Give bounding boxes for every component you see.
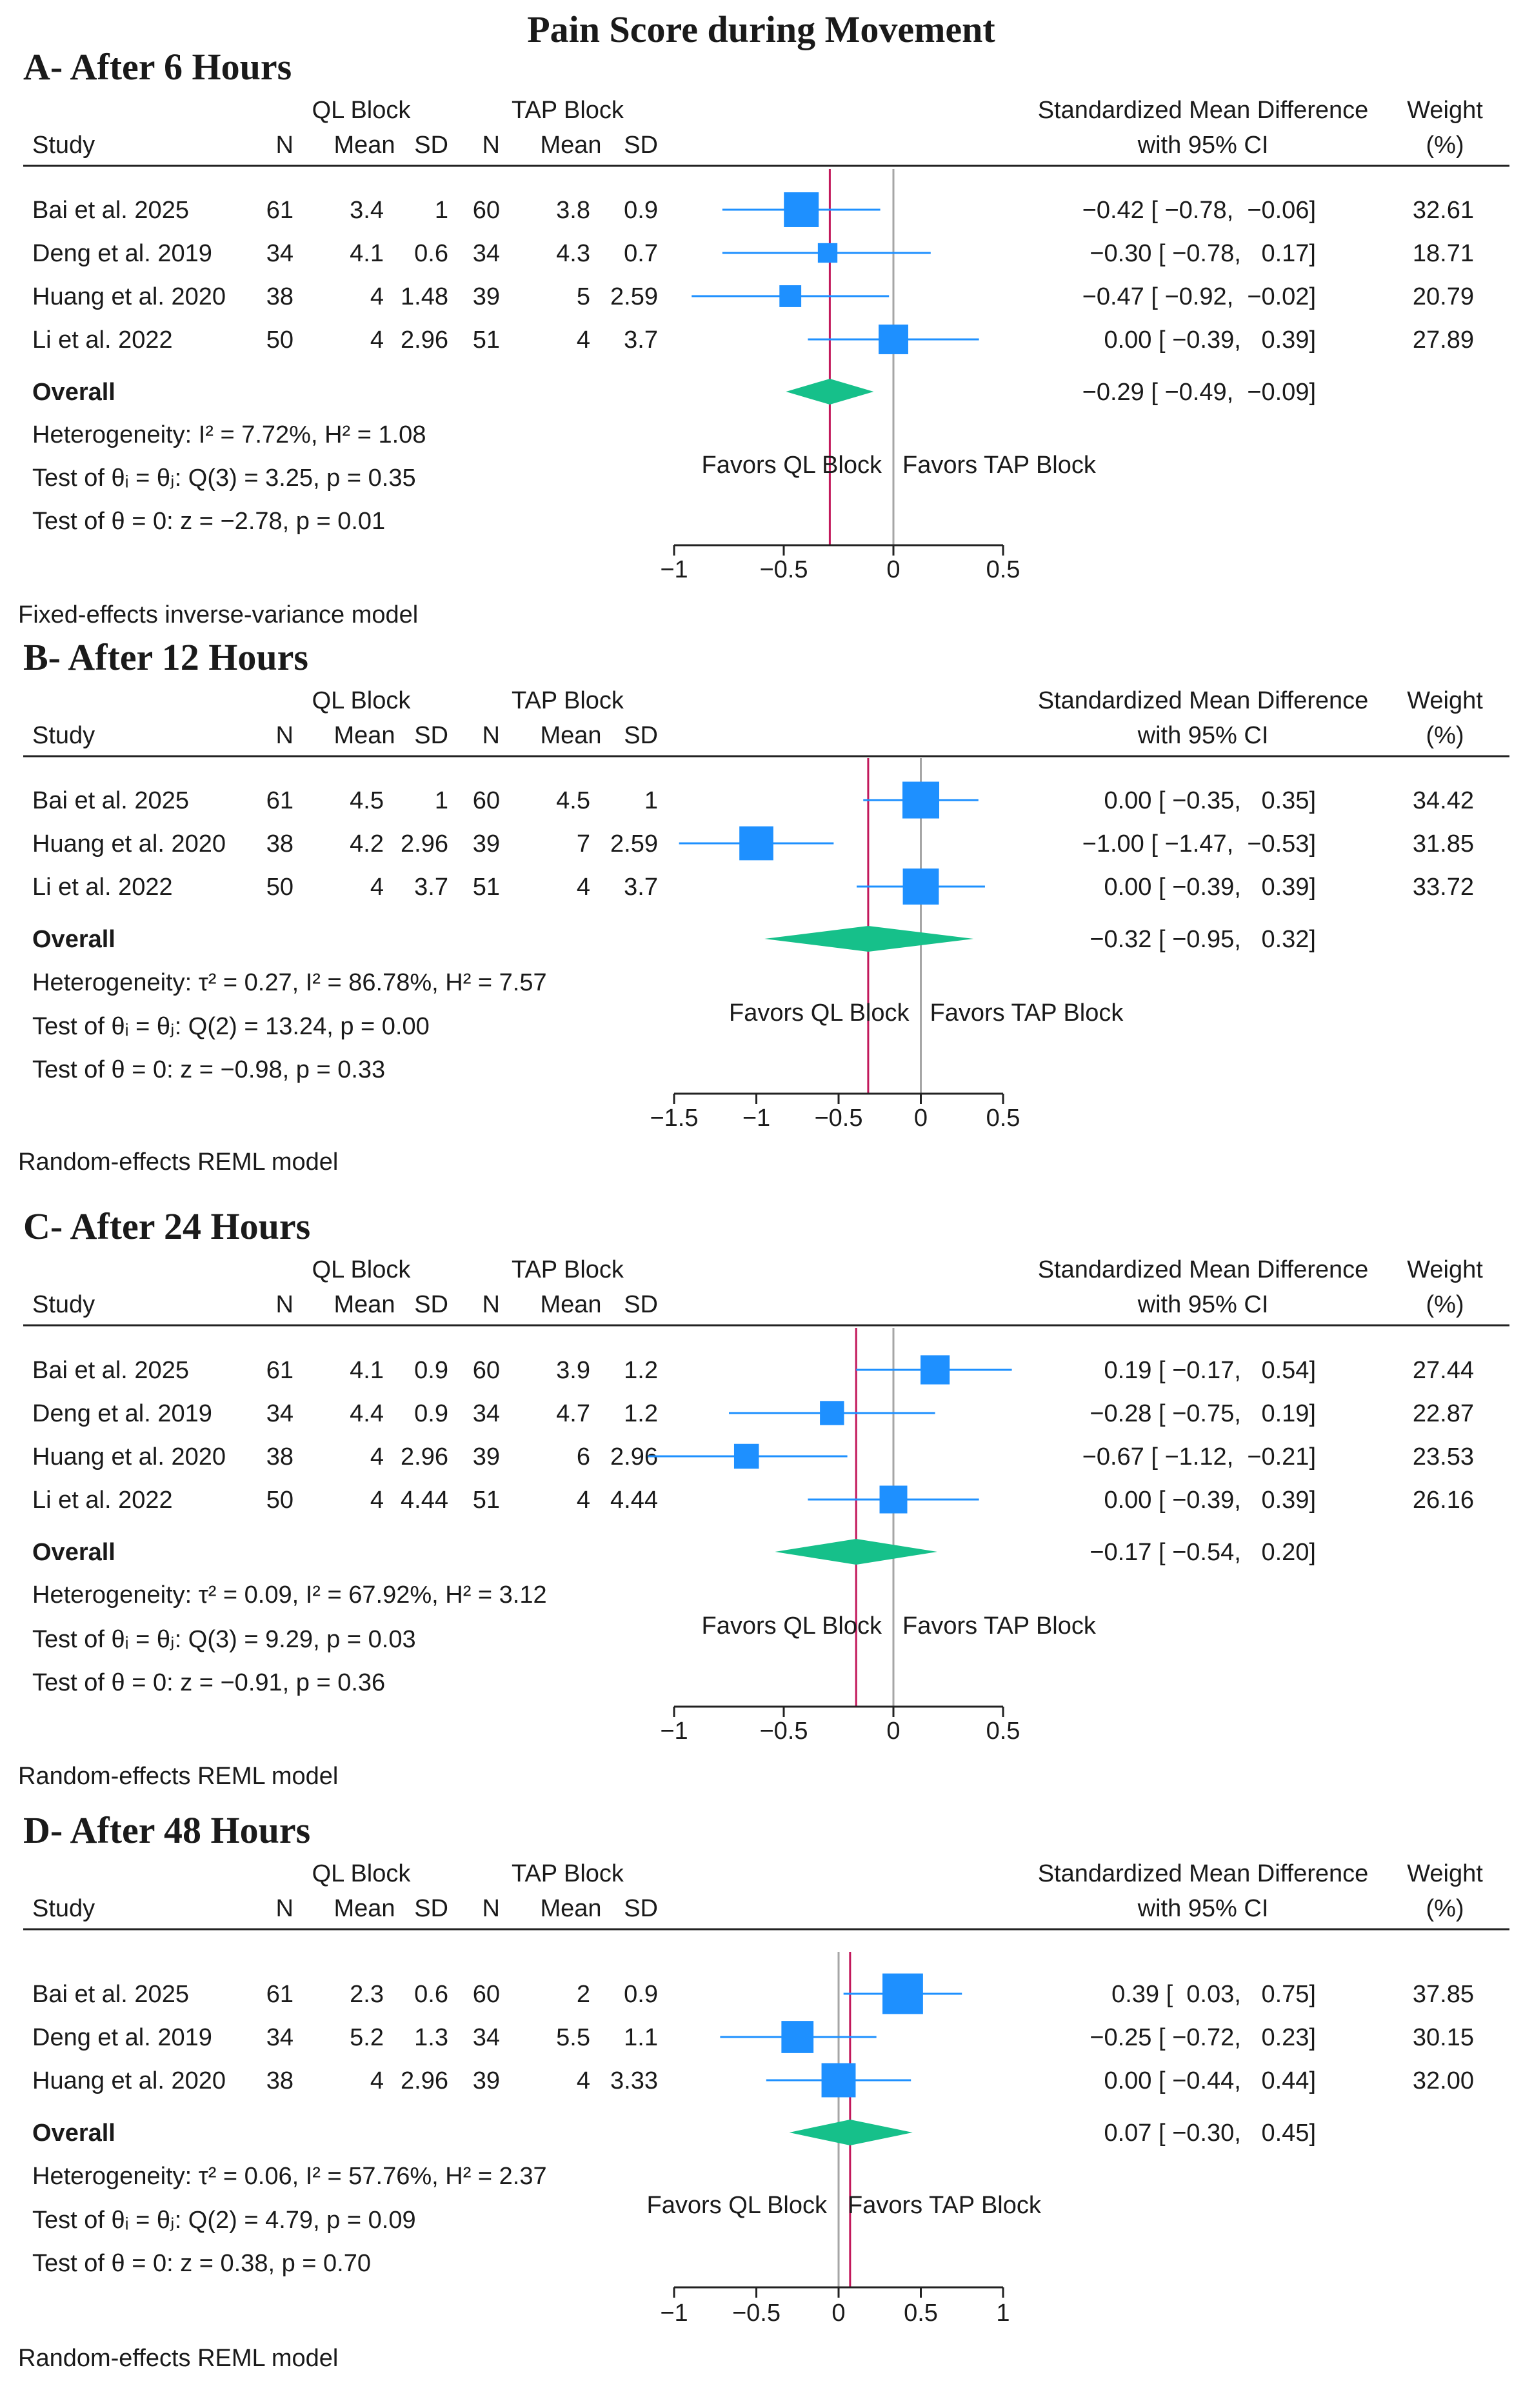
study-name: Bai et al. 2025: [32, 1981, 189, 2008]
cell-weight: 20.79: [1412, 283, 1474, 310]
panel-title: A- After 6 Hours: [23, 46, 292, 88]
test-z-text: Test of θ = 0: z = −0.91, p = 0.36: [32, 1669, 386, 1696]
cell-sd2: 1.1: [624, 2024, 658, 2051]
heterogeneity-text: Heterogeneity: τ² = 0.06, I² = 57.76%, H² = 2.37: [32, 2163, 547, 2190]
cell-sd2: 1.2: [624, 1400, 658, 1427]
test-z-text: Test of θ = 0: z = −2.78, p = 0.01: [32, 508, 386, 535]
cell-n2: 39: [472, 830, 500, 858]
x-tick-label: 0: [913, 1105, 928, 1132]
cell-weight: 31.85: [1412, 830, 1474, 858]
cell-mean2: 7: [576, 830, 590, 858]
cell-sd1: 3.7: [414, 874, 448, 901]
header-mean2: Mean: [540, 1291, 602, 1318]
cell-effect-ci: 0.00 [ −0.39, 0.39]: [1104, 874, 1316, 901]
test-q-text: Test of θᵢ = θⱼ: Q(3) = 3.25, p = 0.35: [32, 465, 416, 492]
study-name: Li et al. 2022: [32, 1487, 173, 1514]
cell-sd1: 1: [434, 787, 448, 814]
x-tick-label: 0: [831, 2300, 846, 2327]
cell-n1: 38: [266, 830, 294, 858]
header-group2: TAP Block: [512, 687, 624, 714]
cell-n2: 34: [472, 1400, 500, 1427]
cell-sd1: 1: [434, 197, 448, 224]
cell-mean2: 3.8: [556, 197, 590, 224]
overall-effect-ci: −0.17 [ −0.54, 0.20]: [1090, 1539, 1316, 1566]
cell-mean2: 5.5: [556, 2024, 590, 2051]
cell-n2: 51: [472, 1487, 500, 1514]
favors-left-label: Favors QL Block: [646, 2192, 827, 2219]
x-tick-label: 0.5: [986, 1105, 1020, 1132]
header-effect: Standardized Mean Difference: [1037, 687, 1369, 714]
cell-mean2: 4: [576, 326, 590, 354]
study-marker: [820, 1401, 844, 1425]
cell-n1: 50: [266, 1487, 294, 1514]
cell-sd2: 1.2: [624, 1357, 658, 1384]
header-effect: Standardized Mean Difference: [1037, 1256, 1369, 1283]
header-mean1: Mean: [333, 132, 395, 159]
header-study: Study: [32, 1895, 95, 1922]
cell-n1: 61: [266, 1357, 294, 1384]
study-name: Li et al. 2022: [32, 874, 173, 901]
study-marker: [818, 243, 837, 263]
cell-mean2: 4.7: [556, 1400, 590, 1427]
x-tick-label: 0: [886, 1718, 901, 1745]
study-name: Huang et al. 2020: [32, 283, 226, 310]
panel-title: B- After 12 Hours: [23, 636, 308, 678]
x-tick-label: 1: [996, 2300, 1010, 2327]
overall-effect-ci: 0.07 [ −0.30, 0.45]: [1104, 2120, 1316, 2147]
cell-n1: 61: [266, 1981, 294, 2008]
cell-sd1: 2.96: [401, 830, 448, 858]
header-weight-unit: (%): [1426, 1895, 1464, 1922]
header-weight: Weight: [1407, 687, 1483, 714]
header-n2: N: [482, 132, 500, 159]
cell-n2: 60: [472, 197, 500, 224]
study-marker: [822, 2063, 856, 2098]
header-weight-unit: (%): [1426, 132, 1464, 159]
cell-mean1: 4: [370, 326, 384, 354]
study-marker: [879, 325, 908, 354]
cell-sd1: 0.6: [414, 1981, 448, 2008]
study-name: Deng et al. 2019: [32, 240, 212, 267]
study-name: Huang et al. 2020: [32, 830, 226, 858]
header-mean2: Mean: [540, 132, 602, 159]
header-n2: N: [482, 1895, 500, 1922]
cell-n2: 51: [472, 326, 500, 354]
x-tick-label: 0: [886, 556, 901, 583]
model-note: Random-effects REML model: [18, 1763, 339, 1790]
cell-weight: 37.85: [1412, 1981, 1474, 2008]
cell-sd1: 4.44: [401, 1487, 448, 1514]
model-note: Fixed-effects inverse-variance model: [18, 601, 419, 628]
cell-n1: 34: [266, 2024, 294, 2051]
cell-effect-ci: 0.00 [ −0.35, 0.35]: [1104, 787, 1316, 814]
x-tick-label: −0.5: [732, 2300, 781, 2327]
cell-sd1: 1.3: [414, 2024, 448, 2051]
cell-effect-ci: 0.00 [ −0.39, 0.39]: [1104, 1487, 1316, 1514]
header-group1: QL Block: [312, 1860, 411, 1887]
cell-mean1: 4: [370, 1487, 384, 1514]
x-tick-label: −1: [660, 2300, 688, 2327]
study-name: Deng et al. 2019: [32, 1400, 212, 1427]
header-effect-ci: with 95% CI: [1137, 132, 1269, 159]
cell-mean2: 4.3: [556, 240, 590, 267]
header-study: Study: [32, 1291, 95, 1318]
header-sd1: SD: [414, 132, 448, 159]
cell-sd1: 2.96: [401, 326, 448, 354]
study-marker: [882, 1974, 923, 2014]
header-mean1: Mean: [333, 1291, 395, 1318]
cell-weight: 32.00: [1412, 2067, 1474, 2094]
cell-mean1: 5.2: [350, 2024, 384, 2051]
cell-effect-ci: −0.28 [ −0.75, 0.19]: [1090, 1400, 1316, 1427]
test-q-text: Test of θᵢ = θⱼ: Q(2) = 13.24, p = 0.00: [32, 1013, 430, 1040]
x-tick-label: 0.5: [986, 1718, 1020, 1745]
test-q-text: Test of θᵢ = θⱼ: Q(2) = 4.79, p = 0.09: [32, 2207, 416, 2234]
cell-sd2: 2.96: [610, 1443, 658, 1470]
header-effect: Standardized Mean Difference: [1037, 1860, 1369, 1887]
study-marker: [784, 192, 819, 227]
overall-label: Overall: [32, 2120, 115, 2147]
x-tick-label: 0.5: [986, 556, 1020, 583]
cell-effect-ci: −0.25 [ −0.72, 0.23]: [1090, 2024, 1316, 2051]
cell-n1: 38: [266, 2067, 294, 2094]
overall-effect-ci: −0.29 [ −0.49, −0.09]: [1082, 379, 1316, 406]
cell-n1: 34: [266, 240, 294, 267]
header-group1: QL Block: [312, 1256, 411, 1283]
study-name: Huang et al. 2020: [32, 1443, 226, 1470]
favors-left-label: Favors QL Block: [701, 1612, 882, 1640]
cell-sd1: 1.48: [401, 283, 448, 310]
cell-mean2: 6: [576, 1443, 590, 1470]
cell-weight: 27.44: [1412, 1357, 1474, 1384]
header-mean1: Mean: [333, 1895, 395, 1922]
cell-mean1: 4.1: [350, 1357, 384, 1384]
overall-diamond: [786, 379, 873, 405]
header-effect-ci: with 95% CI: [1137, 1895, 1269, 1922]
cell-weight: 30.15: [1412, 2024, 1474, 2051]
cell-effect-ci: −0.42 [ −0.78, −0.06]: [1082, 197, 1316, 224]
cell-mean1: 4.2: [350, 830, 384, 858]
cell-n1: 61: [266, 787, 294, 814]
cell-weight: 23.53: [1412, 1443, 1474, 1470]
header-weight: Weight: [1407, 1256, 1483, 1283]
overall-label: Overall: [32, 1539, 115, 1566]
cell-sd2: 0.9: [624, 197, 658, 224]
header-n1: N: [275, 722, 294, 749]
cell-mean1: 4.5: [350, 787, 384, 814]
cell-mean2: 5: [576, 283, 590, 310]
cell-sd1: 0.6: [414, 240, 448, 267]
cell-sd2: 3.7: [624, 874, 658, 901]
study-marker: [781, 2021, 813, 2053]
cell-sd2: 3.33: [610, 2067, 658, 2094]
favors-left-label: Favors QL Block: [729, 999, 910, 1027]
header-sd1: SD: [414, 722, 448, 749]
heterogeneity-text: Heterogeneity: τ² = 0.09, I² = 67.92%, H² = 3.12: [32, 1581, 547, 1609]
favors-right-label: Favors TAP Block: [902, 1612, 1096, 1640]
x-tick-label: −1: [660, 1718, 688, 1745]
header-sd2: SD: [624, 722, 658, 749]
header-study: Study: [32, 132, 95, 159]
header-group2: TAP Block: [512, 1256, 624, 1283]
header-group1: QL Block: [312, 687, 411, 714]
cell-weight: 32.61: [1412, 197, 1474, 224]
cell-mean1: 4: [370, 1443, 384, 1470]
heterogeneity-text: Heterogeneity: τ² = 0.27, I² = 86.78%, H² = 7.57: [32, 969, 547, 996]
header-n2: N: [482, 1291, 500, 1318]
header-mean2: Mean: [540, 1895, 602, 1922]
cell-n1: 61: [266, 197, 294, 224]
header-sd1: SD: [414, 1291, 448, 1318]
study-name: Bai et al. 2025: [32, 787, 189, 814]
study-name: Huang et al. 2020: [32, 2067, 226, 2094]
overall-diamond: [790, 2120, 913, 2145]
cell-mean2: 4: [576, 1487, 590, 1514]
cell-weight: 27.89: [1412, 326, 1474, 354]
favors-left-label: Favors QL Block: [701, 452, 882, 479]
cell-n2: 34: [472, 2024, 500, 2051]
header-n1: N: [275, 1291, 294, 1318]
cell-n2: 39: [472, 283, 500, 310]
x-tick-label: −1: [660, 556, 688, 583]
cell-mean1: 4.4: [350, 1400, 384, 1427]
header-n2: N: [482, 722, 500, 749]
cell-effect-ci: −0.67 [ −1.12, −0.21]: [1082, 1443, 1316, 1470]
overall-diamond: [764, 926, 973, 952]
test-q-text: Test of θᵢ = θⱼ: Q(3) = 9.29, p = 0.03: [32, 1626, 416, 1653]
study-name: Bai et al. 2025: [32, 197, 189, 224]
cell-sd1: 2.96: [401, 1443, 448, 1470]
header-mean2: Mean: [540, 722, 602, 749]
study-marker: [779, 285, 801, 307]
overall-label: Overall: [32, 926, 115, 953]
figure-title: Pain Score during Movement: [527, 8, 995, 50]
cell-effect-ci: 0.00 [ −0.44, 0.44]: [1104, 2067, 1316, 2094]
cell-n2: 39: [472, 1443, 500, 1470]
cell-sd2: 0.9: [624, 1981, 658, 2008]
header-n1: N: [275, 132, 294, 159]
cell-sd1: 2.96: [401, 2067, 448, 2094]
cell-effect-ci: −1.00 [ −1.47, −0.53]: [1082, 830, 1316, 858]
header-effect: Standardized Mean Difference: [1037, 97, 1369, 124]
panel-title: D- After 48 Hours: [23, 1809, 311, 1851]
cell-n2: 39: [472, 2067, 500, 2094]
cell-effect-ci: 0.39 [ 0.03, 0.75]: [1111, 1981, 1316, 2008]
cell-weight: 22.87: [1412, 1400, 1474, 1427]
x-tick-label: 0.5: [904, 2300, 938, 2327]
study-name: Deng et al. 2019: [32, 2024, 212, 2051]
header-mean1: Mean: [333, 722, 395, 749]
study-marker: [921, 1355, 950, 1384]
cell-n1: 50: [266, 326, 294, 354]
cell-mean1: 3.4: [350, 197, 384, 224]
cell-mean1: 4: [370, 874, 384, 901]
cell-n2: 60: [472, 787, 500, 814]
header-weight-unit: (%): [1426, 722, 1464, 749]
cell-mean1: 4: [370, 2067, 384, 2094]
header-weight: Weight: [1407, 97, 1483, 124]
favors-right-label: Favors TAP Block: [848, 2192, 1041, 2219]
study-marker: [902, 781, 939, 818]
x-tick-label: −0.5: [759, 556, 808, 583]
cell-sd2: 3.7: [624, 326, 658, 354]
favors-right-label: Favors TAP Block: [902, 452, 1096, 479]
cell-effect-ci: 0.00 [ −0.39, 0.39]: [1104, 326, 1316, 354]
panel-title: C- After 24 Hours: [23, 1205, 311, 1247]
cell-mean1: 4.1: [350, 240, 384, 267]
header-group1: QL Block: [312, 97, 411, 124]
overall-effect-ci: −0.32 [ −0.95, 0.32]: [1090, 926, 1316, 953]
cell-n1: 34: [266, 1400, 294, 1427]
cell-n2: 51: [472, 874, 500, 901]
cell-sd2: 2.59: [610, 283, 658, 310]
cell-weight: 18.71: [1412, 240, 1474, 267]
heterogeneity-text: Heterogeneity: I² = 7.72%, H² = 1.08: [32, 421, 426, 448]
study-marker: [739, 827, 773, 861]
cell-effect-ci: 0.19 [ −0.17, 0.54]: [1104, 1357, 1316, 1384]
cell-mean2: 4: [576, 2067, 590, 2094]
study-name: Bai et al. 2025: [32, 1357, 189, 1384]
study-name: Li et al. 2022: [32, 326, 173, 354]
header-weight-unit: (%): [1426, 1291, 1464, 1318]
x-tick-label: −1: [742, 1105, 771, 1132]
header-weight: Weight: [1407, 1860, 1483, 1887]
cell-weight: 33.72: [1412, 874, 1474, 901]
header-sd2: SD: [624, 132, 658, 159]
test-z-text: Test of θ = 0: z = −0.98, p = 0.33: [32, 1056, 386, 1083]
header-sd2: SD: [624, 1291, 658, 1318]
test-z-text: Test of θ = 0: z = 0.38, p = 0.70: [32, 2250, 371, 2277]
cell-n2: 34: [472, 240, 500, 267]
header-effect-ci: with 95% CI: [1137, 1291, 1269, 1318]
cell-sd1: 0.9: [414, 1400, 448, 1427]
study-marker: [734, 1444, 759, 1469]
cell-weight: 34.42: [1412, 787, 1474, 814]
cell-mean2: 3.9: [556, 1357, 590, 1384]
x-tick-label: −1.5: [650, 1105, 699, 1132]
overall-label: Overall: [32, 379, 115, 406]
cell-mean2: 2: [576, 1981, 590, 2008]
header-group2: TAP Block: [512, 1860, 624, 1887]
cell-mean2: 4.5: [556, 787, 590, 814]
cell-mean2: 4: [576, 874, 590, 901]
header-study: Study: [32, 722, 95, 749]
x-tick-label: −0.5: [814, 1105, 863, 1132]
model-note: Random-effects REML model: [18, 2345, 339, 2372]
cell-sd2: 2.59: [610, 830, 658, 858]
x-tick-label: −0.5: [759, 1718, 808, 1745]
header-sd1: SD: [414, 1895, 448, 1922]
cell-sd2: 0.7: [624, 240, 658, 267]
header-effect-ci: with 95% CI: [1137, 722, 1269, 749]
favors-right-label: Favors TAP Block: [930, 999, 1124, 1027]
cell-sd2: 4.44: [610, 1487, 658, 1514]
cell-sd2: 1: [644, 787, 658, 814]
cell-effect-ci: −0.47 [ −0.92, −0.02]: [1082, 283, 1316, 310]
header-group2: TAP Block: [512, 97, 624, 124]
cell-effect-ci: −0.30 [ −0.78, 0.17]: [1090, 240, 1316, 267]
model-note: Random-effects REML model: [18, 1149, 339, 1176]
header-n1: N: [275, 1895, 294, 1922]
cell-mean1: 2.3: [350, 1981, 384, 2008]
cell-n1: 38: [266, 1443, 294, 1470]
cell-mean1: 4: [370, 283, 384, 310]
study-marker: [880, 1486, 908, 1514]
cell-n1: 50: [266, 874, 294, 901]
cell-n2: 60: [472, 1981, 500, 2008]
cell-n1: 38: [266, 283, 294, 310]
cell-n2: 60: [472, 1357, 500, 1384]
cell-weight: 26.16: [1412, 1487, 1474, 1514]
cell-sd1: 0.9: [414, 1357, 448, 1384]
header-sd2: SD: [624, 1895, 658, 1922]
study-marker: [903, 868, 939, 905]
overall-diamond: [775, 1539, 937, 1565]
